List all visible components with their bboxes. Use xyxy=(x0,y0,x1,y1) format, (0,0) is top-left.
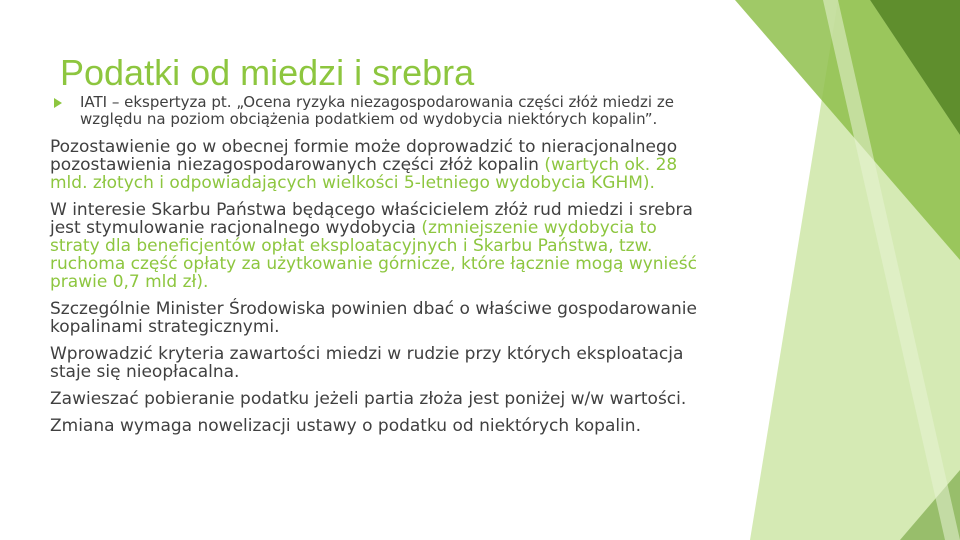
paragraph-1-text: Pozostawienie go w obecnej formie może doprowadzić to nieracjonalnego pozostawienia niezagospodarowanych części złóż kopalin xyxy=(50,137,678,175)
paragraph-4: Wprowadzić kryteria zawartości miedzi w rudzie przy których eksploatacja staje się nieopłacalna. xyxy=(50,344,684,382)
paragraph-3: Szczególnie Minister Środowiska powinien dbać o właściwe gospodarowanie kopalinami strategicznymi. xyxy=(50,299,697,337)
paragraph-6: Zmiana wymaga nowelizacji ustawy o podatku od niektórych kopalin. xyxy=(50,416,641,436)
bullet-text: IATI – ekspertyza pt. „Ocena ryzyka niezagospodarowania części złóż miedzi ze względu na poziom obciążenia podatkiem od wydobycia niektórych kopalin”. xyxy=(80,93,674,128)
paragraph-1-highlight: (wartych ok. 28 mld. złotych i odpowiadających wielkości 5-letniego wydobycia KGHM). xyxy=(50,155,678,193)
paragraph-2-text: W interesie Skarbu Państwa będącego właścicielem złóż rud miedzi i srebra jest stymulowanie racjonalnego wydobycia xyxy=(50,200,693,238)
paragraph-2 xyxy=(50,201,710,291)
paragraph-5: Zawieszać pobieranie podatku jeżeli partia złoża jest poniżej w/w wartości. xyxy=(50,389,687,409)
triangle-bullet-icon xyxy=(54,98,62,108)
bullet-item xyxy=(50,94,710,128)
paragraph-1 xyxy=(50,138,710,192)
slide-body xyxy=(50,94,710,444)
paragraph-2-highlight: (zmniejszenie wydobycia to straty dla beneficjentów opłat eksploatacyjnych i Skarbu Państwa, tzw. ruchoma część opłaty za użytkowanie górnicze, które łącznie mogą wynieść prawie 0,7 mld zł). xyxy=(50,218,697,292)
slide-title: Podatki od miedzi i srebra xyxy=(60,52,475,93)
